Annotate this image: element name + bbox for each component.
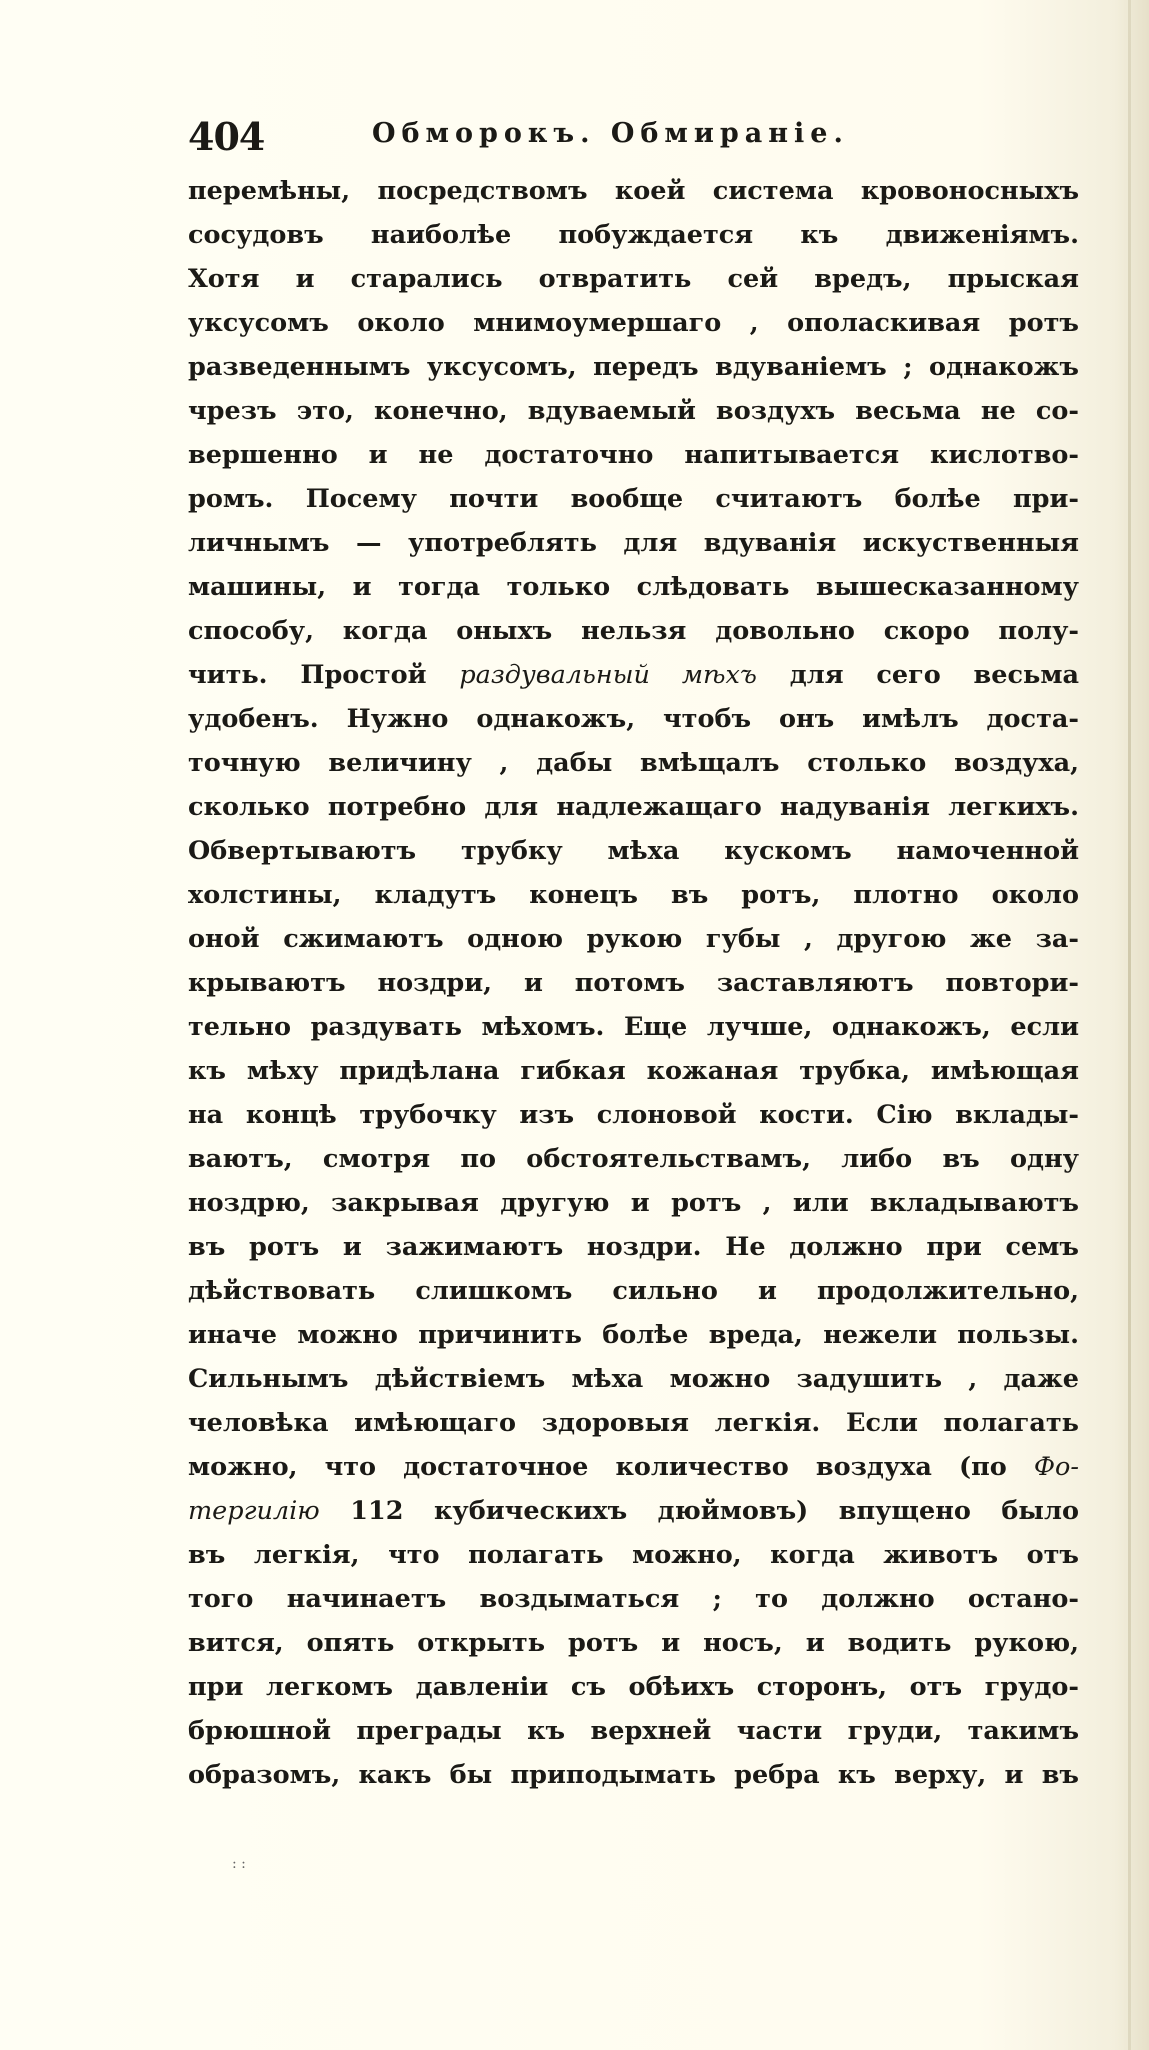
text-line: можно, что достаточное количество воздуха (по Фо- [188, 1452, 1079, 1482]
italic-phrase: тергилiю [188, 1496, 320, 1526]
text-line: оной сжимаютъ одною рукою губы , другою же за- [188, 924, 1079, 954]
text-line: ноздрю, закрывая другую и ротъ , или вкладываютъ [188, 1188, 1079, 1218]
italic-phrase: раздувальный мѣхъ [459, 660, 757, 690]
text-line: вится, опять открыть ротъ и носъ, и водить рукою, [188, 1628, 1079, 1658]
text-line: на концѣ трубочку изъ слоновой кости. Сiю вклады- [188, 1100, 1079, 1130]
page-edge [1128, 0, 1131, 2050]
text-line: тергилiю 112 кубическихъ дюймовъ) впущено было [188, 1496, 1079, 1526]
text-line: иначе можно причинить болѣе вреда, нежели пользы. [188, 1320, 1079, 1350]
text-line: въ ротъ и зажимаютъ ноздри. Не должно при семъ [188, 1232, 1079, 1262]
text-line: дѣйствовать слишкомъ сильно и продолжительно, [188, 1276, 1079, 1306]
text-line: брюшной преграды къ верхней части груди, такимъ [188, 1716, 1079, 1746]
italic-phrase: Фо- [1033, 1452, 1079, 1482]
text-line: образомъ, какъ бы приподымать ребра къ верху, и въ [188, 1760, 1079, 1790]
text-line: въ легкiя, что полагать можно, когда животъ отъ [188, 1540, 1079, 1570]
text-line: удобенъ. Нужно однакожъ, чтобъ онъ имѣлъ доста- [188, 704, 1079, 734]
running-title: Обморокъ. Обмиранie. [372, 118, 849, 149]
text-line: крываютъ ноздри, и потомъ заставляютъ повтори- [188, 968, 1079, 998]
text-line: Хотя и старались отвратить сей вредъ, прыская [188, 264, 1079, 294]
text-line: уксусомъ около мнимоумершаго , ополаскивая ротъ [188, 308, 1079, 338]
text-line: вершенно и не достаточно напитывается кислотво- [188, 440, 1079, 470]
text-line: машины, и тогда только слѣдовать вышесказанному [188, 572, 1079, 602]
page-number: 404 [188, 114, 265, 159]
text-line: разведеннымъ уксусомъ, передъ вдуванiемъ ; однакожъ [188, 352, 1079, 382]
text-line: сколько потребно для надлежащаго надуванiя легкихъ. [188, 792, 1079, 822]
text-line: Сильнымъ дѣйствiемъ мѣха можно задушить , даже [188, 1364, 1079, 1394]
text-line: ромъ. Посему почти вообще считаютъ болѣе при- [188, 484, 1079, 514]
text-line: способу, когда оныхъ нельзя довольно скоро полу- [188, 616, 1079, 646]
text-line: холстины, кладутъ конецъ въ ротъ, плотно около [188, 880, 1079, 910]
text-line: чрезъ это, конечно, вдуваемый воздухъ весьма не со- [188, 396, 1079, 426]
text-line: Обвертываютъ трубку мѣха кускомъ намоченной [188, 836, 1079, 866]
text-line: точную величину , дабы вмѣщалъ столько воздуха, [188, 748, 1079, 778]
text-line: перемѣны, посредствомъ коей система кровоносныхъ [188, 176, 1079, 206]
text-line: человѣка имѣющаго здоровыя легкiя. Если полагать [188, 1408, 1079, 1438]
text-line: при легкомъ давленiи съ обѣихъ сторонъ, отъ грудо- [188, 1672, 1079, 1702]
text-line: личнымъ — употреблять для вдуванiя искуственныя [188, 528, 1079, 558]
text-line: къ мѣху придѣлана гибкая кожаная трубка, имѣющая [188, 1056, 1079, 1086]
text-line: чить. Простой раздувальный мѣхъ для сего весьма [188, 660, 1079, 690]
text-line: того начинаетъ воздыматься ; то должно остано- [188, 1584, 1079, 1614]
footer-mark: : : [232, 1856, 246, 1872]
text-line: ваютъ, смотря по обстоятельствамъ, либо въ одну [188, 1144, 1079, 1174]
text-line: тельно раздувать мѣхомъ. Еще лучше, однакожъ, если [188, 1012, 1079, 1042]
text-line: сосудовъ наиболѣе побуждается къ движенiямъ. [188, 220, 1079, 250]
